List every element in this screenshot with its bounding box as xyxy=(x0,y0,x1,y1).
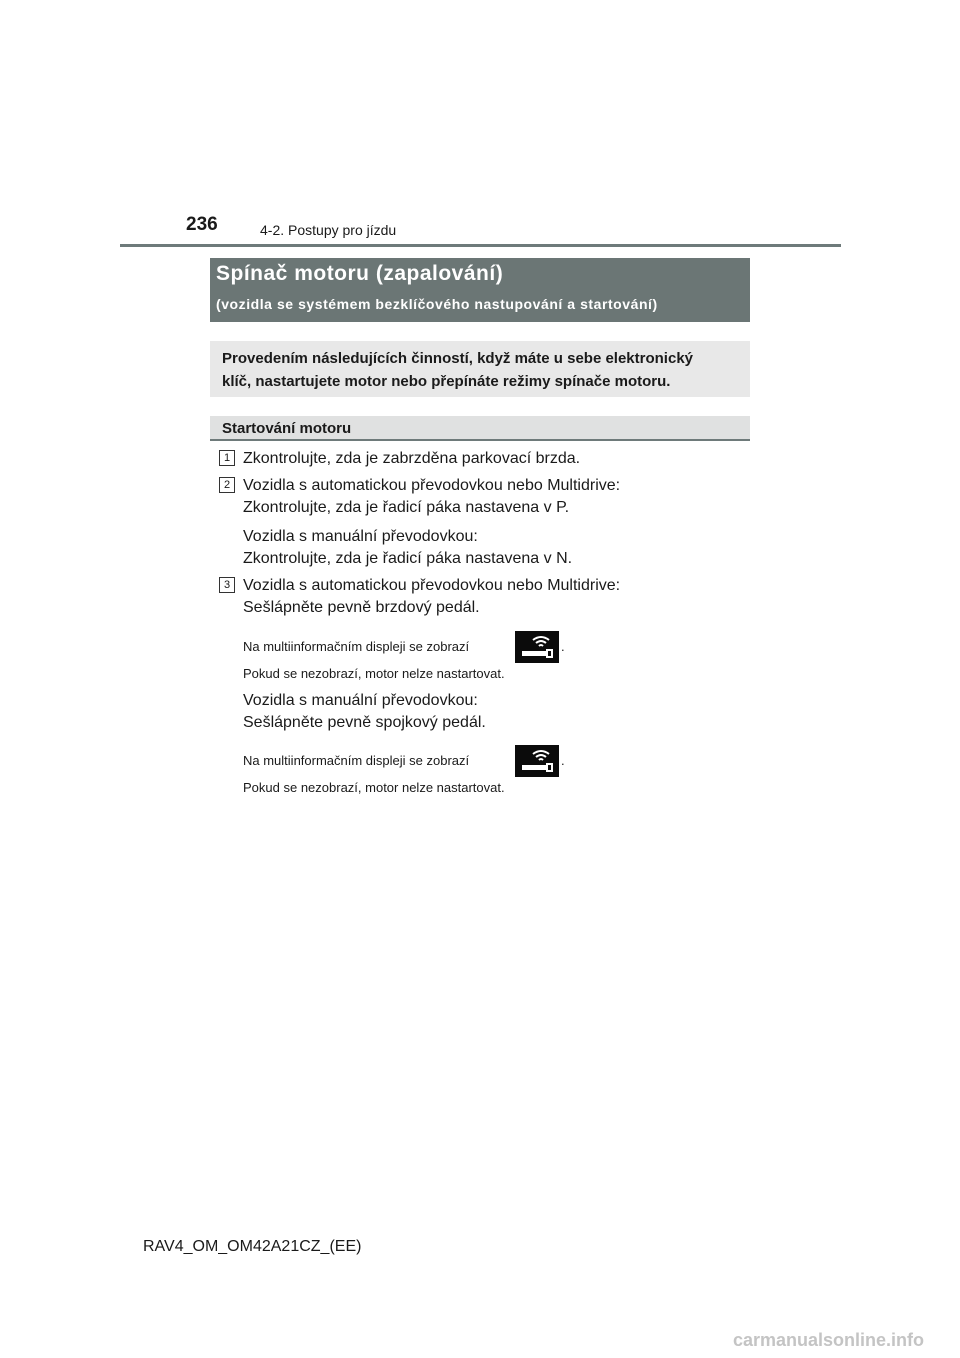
note-punctuation: . xyxy=(561,639,565,654)
step-text: Vozidla s automatickou převodovkou nebo Multidrive: xyxy=(243,577,621,594)
intro-text xyxy=(222,347,747,393)
step-text: Zkontrolujte, zda je řadicí páka nastavena v P. xyxy=(243,499,570,516)
page-title: Spínač motoru (zapalování) xyxy=(216,262,504,285)
note-text: Pokud se nezobrazí, motor nelze nastartovat. xyxy=(243,780,505,795)
intro-line: klíč, nastartujete motor nebo přepínáte režimy spínače motoru. xyxy=(222,373,671,390)
step-text: Vozidla s automatickou převodovkou nebo Multidrive: xyxy=(243,477,621,494)
step-number: 1 xyxy=(219,450,235,466)
note-punctuation: . xyxy=(561,753,565,768)
subsection-title: Startování motoru xyxy=(222,420,352,437)
document-code: RAV4_OM_OM42A21CZ_(EE) xyxy=(143,1238,362,1255)
key-start-indicator-icon xyxy=(515,631,559,663)
step-text: Sešlápněte pevně spojkový pedál. xyxy=(243,714,486,731)
note-text: Na multiinformačním displeji se zobrazí xyxy=(243,753,470,768)
step-text: Vozidla s manuální převodovkou: xyxy=(243,692,478,709)
page-number: 236 xyxy=(186,214,218,235)
section-label: 4-2. Postupy pro jízdu xyxy=(260,222,397,238)
step-text: Zkontrolujte, zda je řadicí páka nastavena v N. xyxy=(243,550,573,567)
intro-line: Provedením následujících činností, když máte u sebe elektronický xyxy=(222,350,693,367)
step-text: Zkontrolujte, zda je zabrzděna parkovací brzda. xyxy=(243,450,581,467)
step-text: Sešlápněte pevně brzdový pedál. xyxy=(243,599,480,616)
step-number: 3 xyxy=(219,577,235,593)
note-text: Na multiinformačním displeji se zobrazí xyxy=(243,639,470,654)
page-subtitle: (vozidla se systémem bezklíčového nastupování a startování) xyxy=(216,296,658,312)
step-number: 2 xyxy=(219,477,235,493)
header-divider xyxy=(120,244,841,247)
note-text: Pokud se nezobrazí, motor nelze nastartovat. xyxy=(243,666,505,681)
watermark: carmanualsonline.info xyxy=(733,1330,925,1350)
step-text: Vozidla s manuální převodovkou: xyxy=(243,528,478,545)
key-start-indicator-icon xyxy=(515,745,559,777)
